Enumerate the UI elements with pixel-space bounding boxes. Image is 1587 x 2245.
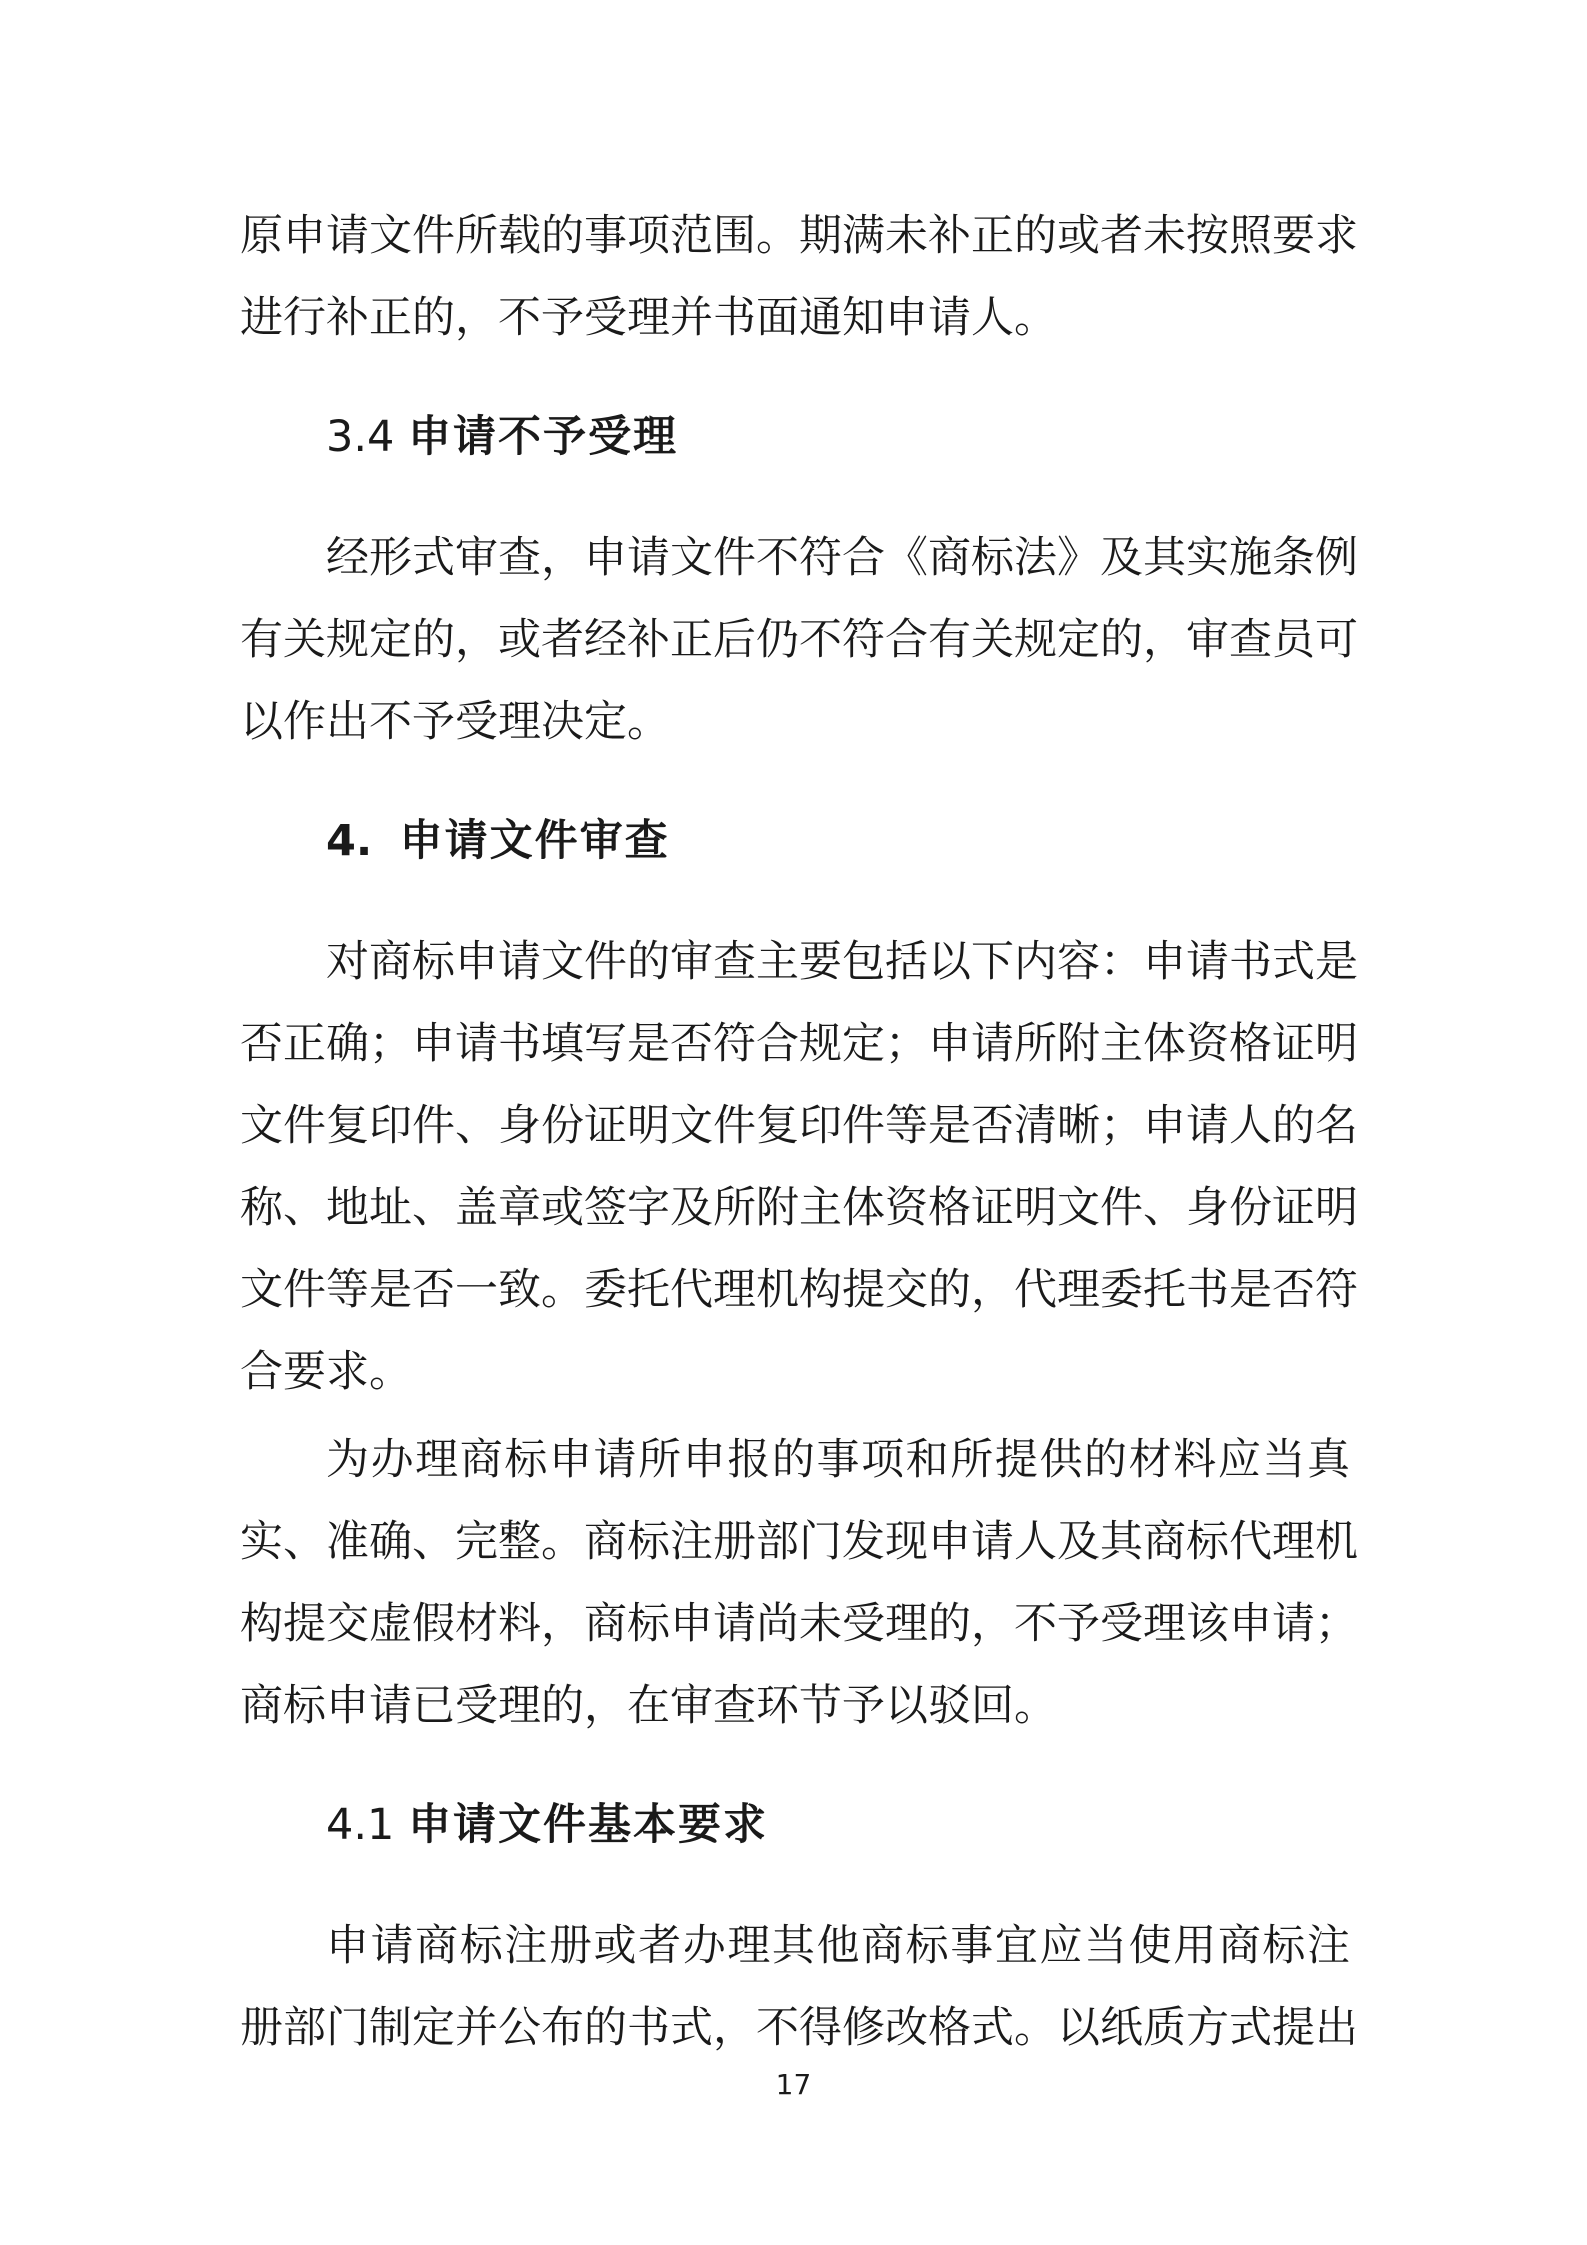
section-heading-3-4 [326,412,679,462]
paragraph-line: 对商标申请文件的审查主要包括以下内容：申请书式是 [326,937,1358,987]
paragraph-line: 合要求。 [240,1347,412,1397]
paragraph-line: 为办理商标申请所申报的事项和所提供的材料应当真 [326,1435,1350,1485]
paragraph-line: 商标申请已受理的，在审查环节予以驳回。 [240,1681,1057,1731]
paragraph-line: 原申请文件所载的事项范围。期满未补正的或者未按照要求 [240,211,1358,261]
section-heading-4-1 [326,1800,769,1850]
paragraph-line: 否正确；申请书填写是否符合规定；申请所附主体资格证明 [240,1019,1358,1069]
paragraph-line: 文件等是否一致。委托代理机构提交的，代理委托书是否符 [240,1265,1358,1315]
paragraph-line: 文件复印件、身份证明文件复印件等是否清晰；申请人的名 [240,1101,1358,1151]
section-heading-4 [326,816,670,866]
section-title: 申请不予受理 [408,412,679,462]
section-title: 申请文件审查 [399,816,670,866]
paragraph-line: 有关规定的，或者经补正后仍不符合有关规定的，审查员可 [240,615,1358,665]
paragraph-line: 申请商标注册或者办理其他商标事宜应当使用商标注 [326,1921,1350,1971]
paragraph-line: 以作出不予受理决定。 [240,697,670,747]
section-number: 3.4 [326,412,395,462]
paragraph-line: 实、准确、完整。商标注册部门发现申请人及其商标代理机 [240,1517,1358,1567]
paragraph-line: 册部门制定并公布的书式，不得修改格式。以纸质方式提出 [240,2003,1358,2053]
page-number: 17 [775,2068,812,2101]
paragraph-line: 构提交虚假材料，商标申请尚未受理的，不予受理该申请； [240,1599,1358,1649]
paragraph-line: 进行补正的，不予受理并书面通知申请人。 [240,293,1057,343]
paragraph-line: 经形式审查，申请文件不符合《商标法》及其实施条例 [326,533,1358,583]
section-number: 4. [326,816,373,866]
section-title: 申请文件基本要求 [408,1800,769,1850]
paragraph-line: 称、地址、盖章或签字及所附主体资格证明文件、身份证明 [240,1183,1358,1233]
section-number: 4.1 [326,1800,395,1850]
